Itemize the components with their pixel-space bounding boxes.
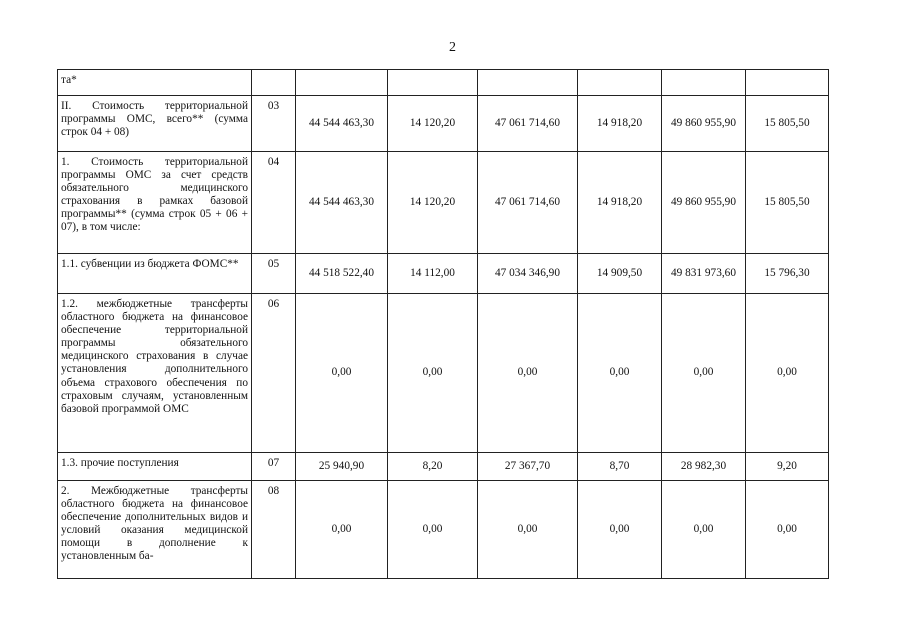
value-cell: 14 918,20 [578,96,662,152]
table-row [58,481,829,579]
row-name-cell: 1.3. прочие поступления [58,453,252,481]
value-cell: 0,00 [296,481,388,579]
value-cell: 0,00 [388,294,478,453]
value-cell: 0,00 [746,294,829,453]
value-cell: 15 805,50 [746,96,829,152]
value-cell [478,70,578,96]
value-cell: 44 544 463,30 [296,96,388,152]
table-row [58,294,829,453]
row-code-cell: 04 [252,152,296,254]
value-cell: 47 061 714,60 [478,152,578,254]
value-cell [662,70,746,96]
value-cell: 47 034 346,90 [478,254,578,294]
value-cell: 8,70 [578,453,662,481]
value-cell: 14 112,00 [388,254,478,294]
row-name-cell: 1.2. межбюджетные трансферты областного бюджета на финансовое обеспечение территориальной программы обязательного медицинского страхования в случае установления дополнительного объема страхового обеспечения по страховым случаям, установленным базовой программой ОМС [58,294,252,453]
row-name-cell: II. Стоимость территориальной программы ОМС, всего** (сумма строк 04 + 08) [58,96,252,152]
row-code-cell: 05 [252,254,296,294]
table-row [58,254,829,294]
row-code-cell [252,70,296,96]
value-cell: 44 544 463,30 [296,152,388,254]
row-code-cell: 07 [252,453,296,481]
table-row [58,96,829,152]
value-cell [746,70,829,96]
value-cell: 49 860 955,90 [662,96,746,152]
table-row [58,70,829,96]
value-cell: 0,00 [578,481,662,579]
row-name-cell: 1. Стоимость территориальной программы ОМС за счет средств обязательного медицинского страхования в рамках базовой программы** (сумма строк 05 + 06 + 07), в том числе: [58,152,252,254]
value-cell: 49 860 955,90 [662,152,746,254]
value-cell: 0,00 [662,294,746,453]
value-cell: 14 120,20 [388,152,478,254]
value-cell: 0,00 [746,481,829,579]
value-cell: 15 796,30 [746,254,829,294]
row-name-cell: та* [58,70,252,96]
value-cell: 9,20 [746,453,829,481]
table-row [58,152,829,254]
value-cell: 14 120,20 [388,96,478,152]
value-cell: 49 831 973,60 [662,254,746,294]
value-cell: 0,00 [478,481,578,579]
value-cell: 0,00 [662,481,746,579]
value-cell [296,70,388,96]
row-name-cell: 1.1. субвенции из бюджета ФОМС** [58,254,252,294]
value-cell: 27 367,70 [478,453,578,481]
table-body [58,70,829,579]
value-cell: 0,00 [578,294,662,453]
value-cell: 8,20 [388,453,478,481]
value-cell [578,70,662,96]
table-row [58,453,829,481]
value-cell [388,70,478,96]
value-cell: 25 940,90 [296,453,388,481]
row-code-cell: 03 [252,96,296,152]
page-number: 2 [449,40,456,55]
value-cell: 14 909,50 [578,254,662,294]
value-cell: 14 918,20 [578,152,662,254]
value-cell: 15 805,50 [746,152,829,254]
value-cell: 28 982,30 [662,453,746,481]
cost-table [57,69,829,579]
value-cell: 44 518 522,40 [296,254,388,294]
row-code-cell: 06 [252,294,296,453]
value-cell: 0,00 [478,294,578,453]
value-cell: 0,00 [296,294,388,453]
row-name-cell: 2. Межбюджетные трансферты областного бюджета на финансовое обеспечение дополнительных видов и условий оказания медицинской помощи в дополнение к установленным ба- [58,481,252,579]
row-code-cell: 08 [252,481,296,579]
value-cell: 0,00 [388,481,478,579]
value-cell: 47 061 714,60 [478,96,578,152]
